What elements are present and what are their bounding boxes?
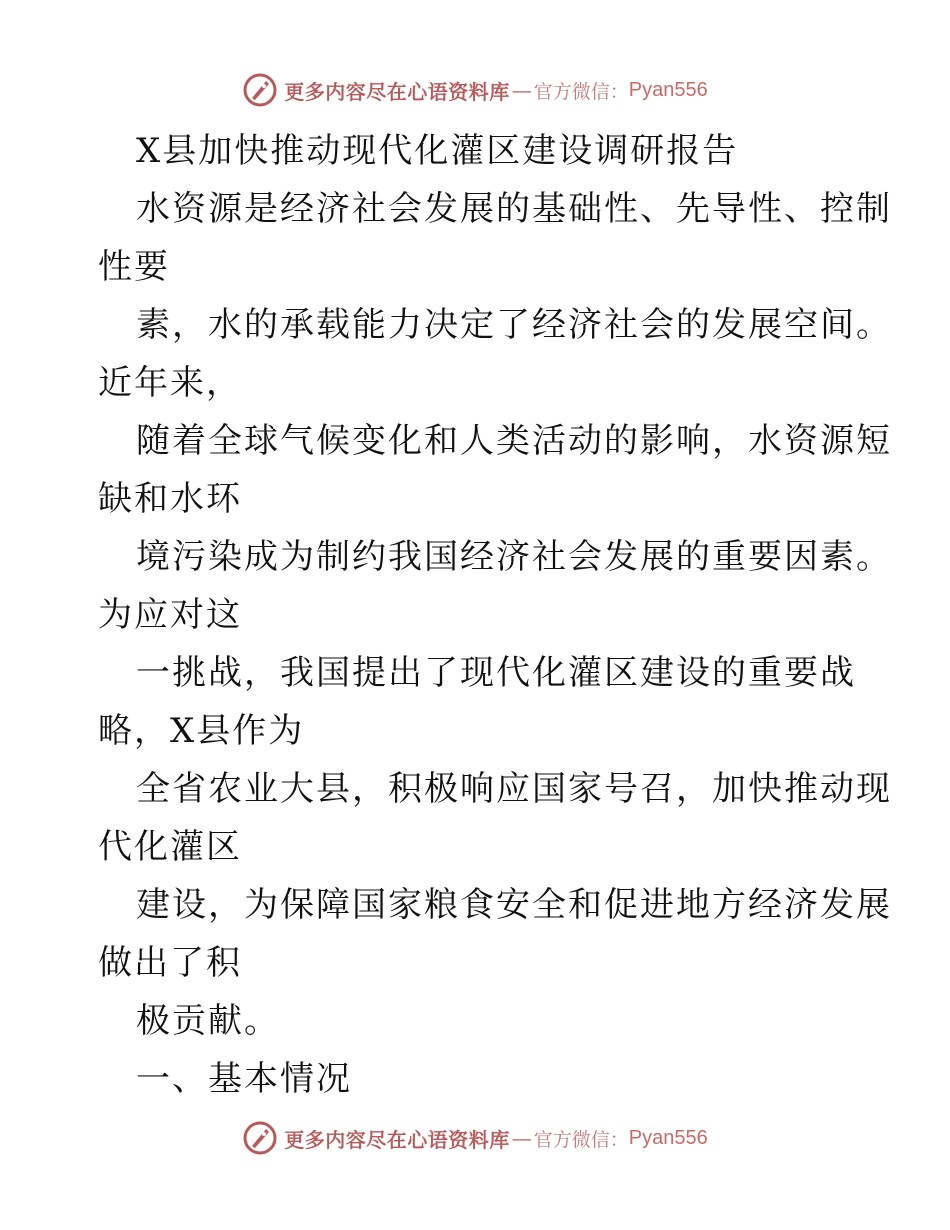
banner-dash: — [511,1126,532,1150]
paragraph-line: 素，水的承载能力决定了经济社会的发展空间。 [136,305,892,345]
header-banner-content [242,72,707,108]
paragraph-line: 略，X县作为 [98,711,305,751]
footer-banner [0,1118,950,1158]
quill-pen-logo-icon [242,1120,278,1156]
quill-pen-logo-icon [242,72,278,108]
section-heading: 一、基本情况 [136,1059,352,1099]
banner-wechat-id: Pyan556 [628,1126,708,1149]
header-banner [0,70,950,110]
footer-banner-content [242,1120,707,1156]
banner-wechat-id: Pyan556 [628,78,708,101]
paragraph-line: 随着全球气候变化和人类活动的影响，水资源短 [136,421,892,461]
paragraph-line: 一挑战，我国提出了现代化灌区建设的重要战 [136,653,856,693]
paragraph-line: 性要 [98,247,170,287]
banner-wechat-label: 官方微信： [533,80,629,103]
paragraph-line: 缺和水环 [98,479,242,519]
document-title: X县加快推动现代化灌区建设调研报告 [136,131,739,171]
paragraph-line: 水资源是经济社会发展的基础性、先导性、控制 [136,189,892,229]
paragraph-line: 做出了积 [98,943,242,983]
document-body [98,122,892,1108]
paragraph-line: 代化灌区 [98,827,242,867]
banner-dash: — [511,78,532,102]
paragraph-line: 境污染成为制约我国经济社会发展的重要因素。 [136,537,892,577]
banner-slogan: 更多内容尽在心语资料库 [284,79,510,104]
paragraph-line: 为应对这 [98,595,242,635]
banner-slogan: 更多内容尽在心语资料库 [284,1127,510,1152]
paragraph-line: 近年来， [98,363,242,403]
banner-wechat-label: 官方微信： [533,1128,629,1151]
paragraph-line: 全省农业大县，积极响应国家号召，加快推动现 [136,769,892,809]
paragraph-line: 建设，为保障国家粮食安全和促进地方经济发展 [136,885,892,925]
paragraph-line: 极贡献。 [136,1001,280,1041]
